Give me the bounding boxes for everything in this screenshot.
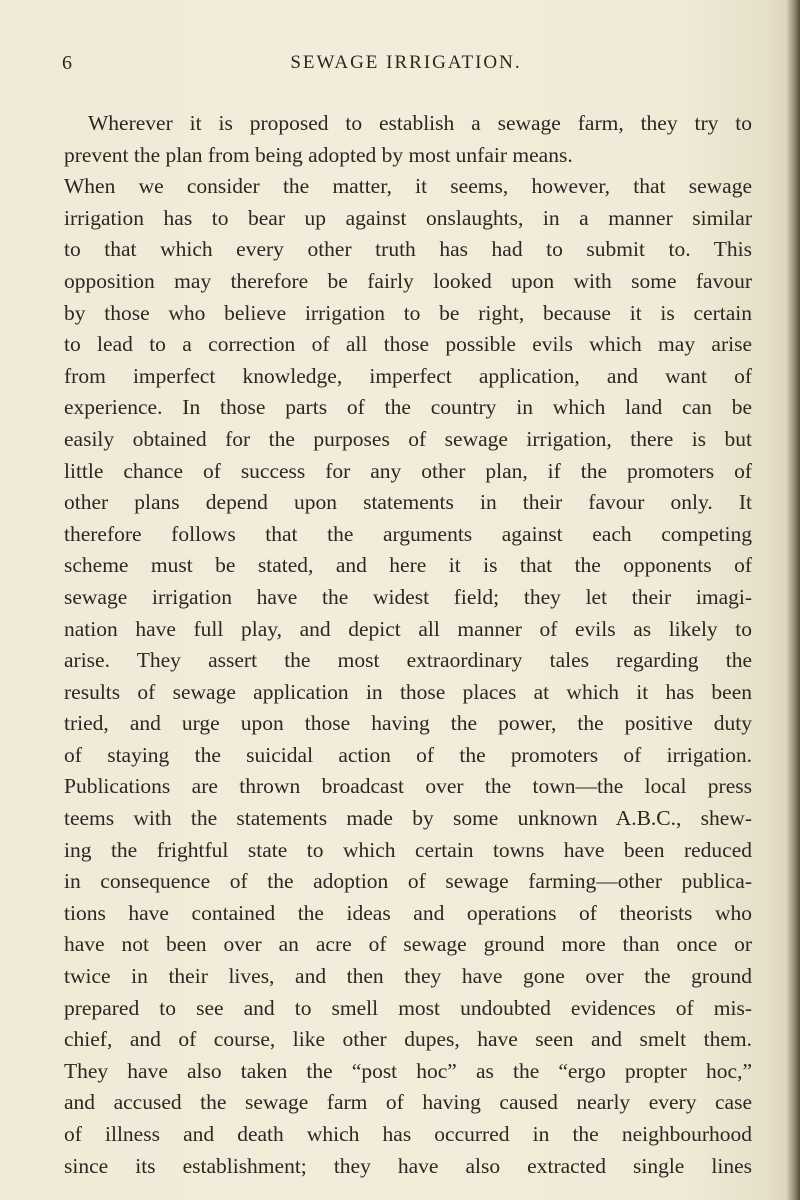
text-line: from imperfect knowledge, imperfect application, and want of xyxy=(64,363,752,388)
text-line: Publications are thrown broadcast over the town—the local press xyxy=(64,774,752,799)
text-line: easily obtained for the purposes of sewage irrigation, there is but xyxy=(64,426,752,451)
text-line: to that which every other truth has had to submit to. This xyxy=(64,237,752,262)
text-line: to lead to a correction of all those possible evils which may arise xyxy=(64,332,752,357)
text-line: since its establishment; they have also extracted single lines xyxy=(64,1153,752,1178)
text-line: chief, and of course, like other dupes, have seen and smelt them. xyxy=(64,1027,752,1052)
text-line: twice in their lives, and then they have gone over the ground xyxy=(64,964,752,989)
text-line: Wherever it is proposed to establish a sewage farm, they try to xyxy=(88,111,752,135)
text-line: tions have contained the ideas and operations of theorists who xyxy=(64,900,752,925)
text-line: scheme must be stated, and here it is that the opponents of xyxy=(64,553,752,578)
page-number: 6 xyxy=(62,52,72,74)
text-line: prevent the plan from being adopted by most unfair means. xyxy=(64,142,573,167)
text-line: of illness and death which has occurred in the neighbourhood xyxy=(64,1122,752,1146)
text-line: experience. In those parts of the country in which land can be xyxy=(64,395,752,420)
page-header xyxy=(56,52,746,82)
text-line: teems with the statements made by some unknown A.B.C., shew- xyxy=(64,806,752,831)
text-line: in consequence of the adoption of sewage farming—other publica- xyxy=(64,869,752,894)
text-line: sewage irrigation have the widest field; they let their imagi- xyxy=(64,584,752,609)
page-edge-shadow xyxy=(786,0,800,1200)
text-line: nation have full play, and depict all manner of evils as likely to xyxy=(64,616,752,641)
text-line: tried, and urge upon those having the power, the positive duty xyxy=(64,711,752,736)
body-paragraph xyxy=(64,108,752,1182)
text-line: have not been over an acre of sewage ground more than once or xyxy=(64,932,752,957)
text-line: arise. They assert the most extraordinary tales regarding the xyxy=(64,648,752,673)
text-line: They have also taken the “post hoc” as the “ergo propter hoc,” xyxy=(64,1058,752,1083)
text-line: therefore follows that the arguments against each competing xyxy=(64,521,752,546)
text-line: results of sewage application in those places at which it has been xyxy=(64,679,752,704)
text-line: by those who believe irrigation to be right, because it is certain xyxy=(64,300,752,325)
text-line: When we consider the matter, it seems, however, that sewage xyxy=(64,174,752,199)
text-line: other plans depend upon statements in their favour only. It xyxy=(64,490,752,515)
text-line: and accused the sewage farm of having caused nearly every case xyxy=(64,1090,752,1115)
text-line: opposition may therefore be fairly looked upon with some favour xyxy=(64,268,752,293)
running-head: SEWAGE IRRIGATION. xyxy=(290,52,522,73)
text-line: prepared to see and to smell most undoubted evidences of mis- xyxy=(64,995,752,1020)
text-line: irrigation has to bear up against onslaughts, in a manner similar xyxy=(64,205,752,230)
text-line: ing the frightful state to which certain towns have been reduced xyxy=(64,837,752,862)
text-line: little chance of success for any other plan, if the promoters of xyxy=(64,458,752,483)
text-line: of staying the suicidal action of the promoters of irrigation. xyxy=(64,742,752,767)
